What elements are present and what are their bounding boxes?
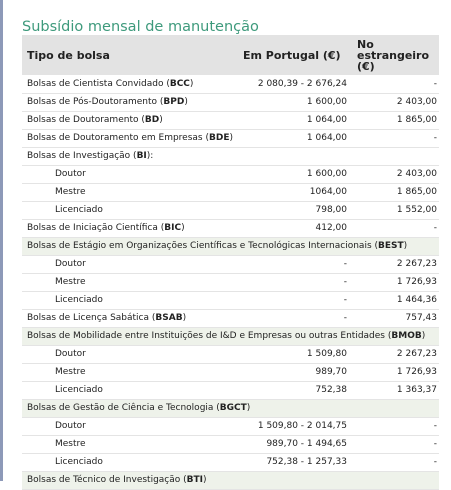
- grant-label: Doutor: [55, 421, 86, 431]
- grant-type-cell: [22, 453, 237, 471]
- empty-cell: [349, 147, 439, 165]
- table-row: [22, 381, 439, 399]
- abroad-value: 757,43: [349, 309, 439, 327]
- grant-type-cell: [22, 291, 237, 309]
- abroad-value: 1 726,93: [349, 273, 439, 291]
- table-row: [22, 183, 439, 201]
- table-row: [22, 291, 439, 309]
- grant-label: Bolsas de Doutoramento: [27, 115, 139, 125]
- grant-code: BDE: [208, 133, 230, 143]
- grant-type-cell: [22, 165, 237, 183]
- table-row: [22, 471, 439, 489]
- portugal-value: 989,70 - 1 494,65: [237, 435, 349, 453]
- grant-label: Bolsas de Iniciação Científica: [27, 223, 158, 233]
- grant-type-cell: Bolsas de Mobilidade entre Instituições de I&D e Empresas ou outras Entidades (BMOB): [22, 327, 439, 345]
- grant-label: Bolsas de Doutoramento em Empresas: [27, 133, 203, 143]
- table-row: [22, 237, 439, 255]
- header-abroad: No estrangeiro (€): [349, 35, 439, 75]
- grant-type-cell: [22, 345, 237, 363]
- abroad-value: 1 464,36: [349, 291, 439, 309]
- grant-code: BMOB: [391, 331, 422, 341]
- grant-label: Bolsas de Licença Sabática: [27, 313, 150, 323]
- grant-label: Mestre: [55, 187, 86, 197]
- grant-type-cell: [22, 363, 237, 381]
- portugal-value: -: [237, 255, 349, 273]
- grant-type-cell: Bolsas de Licença Sabática (BSAB): [22, 309, 237, 327]
- portugal-value: -: [237, 309, 349, 327]
- grant-label: Bolsas de Investigação: [27, 151, 131, 161]
- grant-label: Licenciado: [55, 457, 103, 467]
- grant-label: Licenciado: [55, 295, 103, 305]
- grant-label: Bolsas de Mobilidade entre Instituições de I&D e Empresas ou outras Entidades: [27, 331, 385, 341]
- grant-type-cell: Bolsas de Iniciação Científica (BIC): [22, 219, 237, 237]
- table-body: [22, 75, 439, 489]
- grant-label: Bolsas de Estágio em Organizações Científicas e Tecnológicas Internacionais: [27, 241, 372, 251]
- grant-code: BEST: [378, 241, 404, 251]
- grant-type-cell: Bolsas de Gestão de Ciência e Tecnologia (BGCT): [22, 399, 439, 417]
- grant-type-cell: [22, 255, 237, 273]
- page-title: Subsídio mensal de manutenção: [22, 18, 259, 35]
- table-row: [22, 147, 439, 165]
- table-row: [22, 111, 439, 129]
- grant-type-cell: Bolsas de Estágio em Organizações Científicas e Tecnológicas Internacionais (BEST): [22, 237, 439, 255]
- grant-code: BI: [136, 151, 147, 161]
- grant-type-cell: [22, 201, 237, 219]
- grant-type-cell: Bolsas de Cientista Convidado (BCC): [22, 75, 237, 93]
- abroad-value: 2 267,23: [349, 345, 439, 363]
- abroad-value: -: [349, 435, 439, 453]
- portugal-value: 798,00: [237, 201, 349, 219]
- table-row: [22, 345, 439, 363]
- portugal-value: 1 064,00: [237, 129, 349, 147]
- table-row: [22, 309, 439, 327]
- table-row: [22, 165, 439, 183]
- grant-label: Mestre: [55, 277, 86, 287]
- table-row: [22, 75, 439, 93]
- portugal-value: 1064,00: [237, 183, 349, 201]
- abroad-value: 1 726,93: [349, 363, 439, 381]
- grant-code: BD: [144, 115, 160, 125]
- table-row: [22, 327, 439, 345]
- abroad-value: 2 403,00: [349, 93, 439, 111]
- grant-label: Mestre: [55, 367, 86, 377]
- abroad-value: 1 865,00: [349, 183, 439, 201]
- grant-code: BGCT: [219, 403, 247, 413]
- portugal-value: 989,70: [237, 363, 349, 381]
- abroad-value: -: [349, 219, 439, 237]
- table-row: [22, 219, 439, 237]
- abroad-value: 1 363,37: [349, 381, 439, 399]
- grant-label: Bolsas de Cientista Convidado: [27, 78, 164, 89]
- abroad-value: 1 552,00: [349, 201, 439, 219]
- header-portugal: Em Portugal (€): [237, 35, 349, 75]
- portugal-value: 2 080,39 - 2 676,24: [237, 75, 349, 93]
- portugal-value: 1 600,00: [237, 165, 349, 183]
- table-row: [22, 93, 439, 111]
- table-row: [22, 201, 439, 219]
- abroad-value: 1 865,00: [349, 111, 439, 129]
- empty-cell: [237, 147, 349, 165]
- table-header-row: [22, 35, 439, 75]
- grant-label: Mestre: [55, 439, 86, 449]
- grant-type-cell: Bolsas de Investigação (BI):: [22, 147, 237, 165]
- grant-label: Doutor: [55, 349, 86, 359]
- table-row: [22, 435, 439, 453]
- grant-code: BIC: [164, 223, 182, 233]
- table-row: [22, 273, 439, 291]
- left-border: [0, 0, 3, 481]
- table-row: [22, 399, 439, 417]
- table-row: [22, 255, 439, 273]
- grant-type-cell: [22, 381, 237, 399]
- grant-label: Doutor: [55, 169, 86, 179]
- portugal-value: 1 064,00: [237, 111, 349, 129]
- grant-label: Doutor: [55, 259, 86, 269]
- abroad-value: 2 267,23: [349, 255, 439, 273]
- grant-code: BPD: [163, 97, 185, 107]
- grant-type-cell: [22, 435, 237, 453]
- grant-label: Bolsas de Gestão de Ciência e Tecnologia: [27, 403, 214, 413]
- grant-label: Licenciado: [55, 205, 103, 215]
- grant-type-cell: [22, 183, 237, 201]
- portugal-value: -: [237, 291, 349, 309]
- table-row: [22, 417, 439, 435]
- header-grant-type: Tipo de bolsa: [22, 35, 237, 75]
- table-row: [22, 363, 439, 381]
- grant-type-cell: Bolsas de Doutoramento em Empresas (BDE): [22, 129, 237, 147]
- grant-type-cell: [22, 417, 237, 435]
- portugal-value: 1 509,80: [237, 345, 349, 363]
- portugal-value: 1 509,80 - 2 014,75: [237, 417, 349, 435]
- grant-type-cell: [22, 273, 237, 291]
- grant-type-cell: Bolsas de Doutoramento (BD): [22, 111, 237, 129]
- abroad-value: -: [349, 75, 439, 93]
- grant-label: Licenciado: [55, 385, 103, 395]
- table-row: [22, 129, 439, 147]
- portugal-value: 752,38: [237, 381, 349, 399]
- grant-code: BTI: [186, 475, 204, 485]
- portugal-value: 412,00: [237, 219, 349, 237]
- grant-label: Bolsas de Técnico de Investigação: [27, 475, 181, 485]
- grant-suffix: :: [150, 151, 154, 161]
- grant-code: BSAB: [155, 313, 183, 323]
- portugal-value: 752,38 - 1 257,33: [237, 453, 349, 471]
- abroad-value: -: [349, 417, 439, 435]
- grant-type-cell: Bolsas de Pós-Doutoramento (BPD): [22, 93, 237, 111]
- abroad-value: 2 403,00: [349, 165, 439, 183]
- grant-type-cell: Bolsas de Técnico de Investigação (BTI): [22, 471, 439, 489]
- portugal-value: 1 600,00: [237, 93, 349, 111]
- table-row: [22, 453, 439, 471]
- grant-label: Bolsas de Pós-Doutoramento: [27, 97, 158, 107]
- abroad-value: -: [349, 129, 439, 147]
- stipend-table: [22, 35, 439, 490]
- portugal-value: -: [237, 273, 349, 291]
- abroad-value: -: [349, 453, 439, 471]
- grant-code: BCC: [169, 78, 190, 89]
